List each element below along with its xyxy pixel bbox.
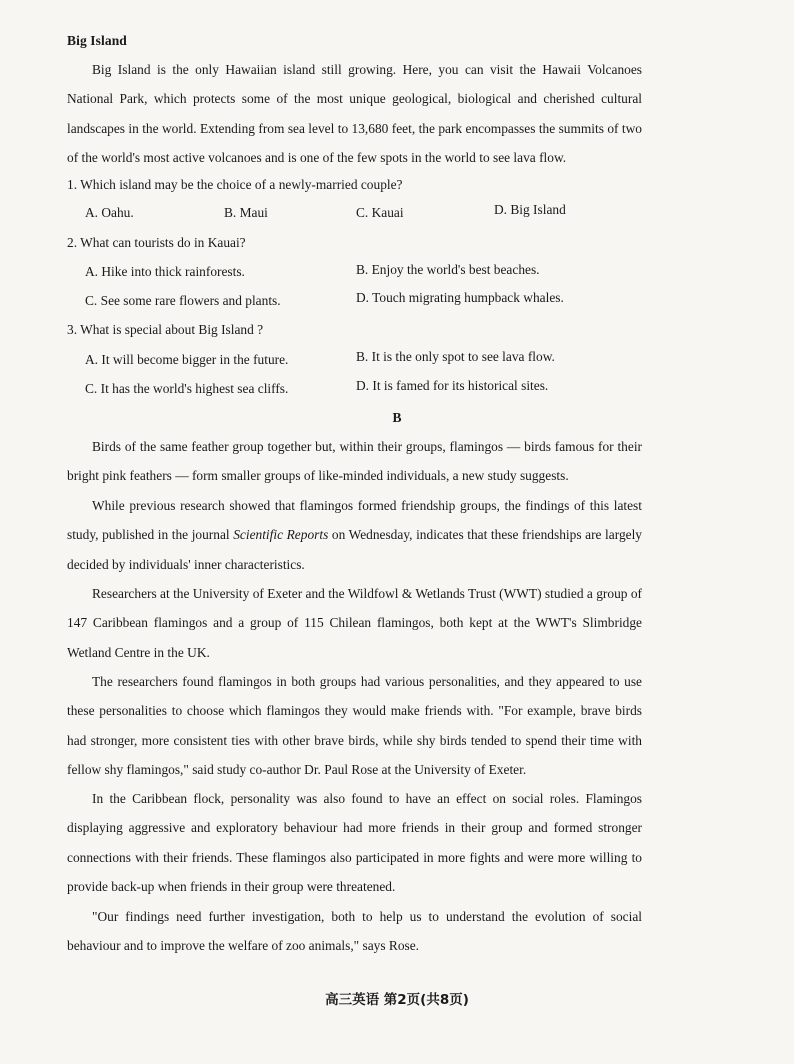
passage-b-paragraph-2-text-start: While previous research showed that flamingos formed friendship groups, the findings of this latest study, published in the journal xyxy=(67,498,642,543)
question-2-stem: 2. What can tourists do in Kauai? xyxy=(67,235,246,250)
big-island-paragraph xyxy=(67,55,642,172)
question-2-option-b: B. Enjoy the world's best beaches. xyxy=(356,262,540,277)
passage-b-paragraph-2 xyxy=(67,491,642,579)
question-1-option-d: D. Big Island xyxy=(494,202,566,217)
passage-b-paragraph-4 xyxy=(67,667,642,784)
section-heading: Big Island xyxy=(67,33,127,48)
big-island-text: Big Island is the only Hawaiian island still growing. Here, you can visit the Hawaii Volcanoes National Park, which protects some of the most unique geological, biological and cherished cultural landscapes in the world. Extending from sea level to 13,680 feet, the park encompasses the summits of two of the world's most active volcanoes and is one of the few spots in the world to see lava flow. xyxy=(67,62,642,165)
question-3-option-c: C. It has the world's highest sea cliffs. xyxy=(85,381,289,396)
passage-b-paragraph-5 xyxy=(67,784,642,901)
question-3-option-b: B. It is the only spot to see lava flow. xyxy=(356,349,555,364)
passage-b-paragraph-6 xyxy=(67,902,642,961)
question-2-option-c: C. See some rare flowers and plants. xyxy=(85,293,281,308)
passage-b-paragraph-3 xyxy=(67,579,642,667)
question-2-option-a: A. Hike into thick rainforests. xyxy=(85,264,245,279)
question-2-option-d: D. Touch migrating humpback whales. xyxy=(356,290,564,305)
journal-name: Scientific Reports xyxy=(233,527,329,543)
passage-b-paragraph-2-text-end: on Wednesday, indicates that these friendships are largely decided by individuals' inner characteristics. xyxy=(67,527,642,572)
passage-b-paragraph-1 xyxy=(67,432,642,491)
section-b-label: B xyxy=(392,410,402,425)
passage-b-paragraph-1-text: Birds of the same feather group together but, within their groups, flamingos — birds famous for their bright pink feathers — form smaller groups of like-minded individuals, a new study suggests. xyxy=(67,439,642,484)
passage-b-paragraph-4-text: The researchers found flamingos in both groups had various personalities, and they appeared to use these personalities to choose which flamingos they would make friends with. "For example, brave birds had stronger, more consistent ties with other brave birds, while shy birds tended to spend their time with fellow shy flamingos," said study co-author Dr. Paul Rose at the University of Exeter. xyxy=(67,674,642,777)
passage-b-paragraph-5-text: In the Caribbean flock, personality was also found to have an effect on social roles. Flamingos displaying aggressive and exploratory behaviour had more friends in their group and formed stronger connections with their friends. These flamingos also participated in more fights and were more willing to provide back-up when friends in their group were threatened. xyxy=(67,791,642,894)
question-3-option-a: A. It will become bigger in the future. xyxy=(85,352,289,367)
question-1-stem: 1. Which island may be the choice of a newly-married couple? xyxy=(67,177,403,192)
question-1-option-c: C. Kauai xyxy=(356,205,404,220)
question-3-stem: 3. What is special about Big Island ? xyxy=(67,322,264,337)
passage-b-paragraph-3-text: Researchers at the University of Exeter and the Wildfowl & Wetlands Trust (WWT) studied a group of 147 Caribbean flamingos and a group of 115 Chilean flamingos, both kept at the WWT's Slimbridge Wetland Centre in the UK. xyxy=(67,586,642,660)
passage-b-paragraph-6-text: "Our findings need further investigation, both to help us to understand the evolution of social behaviour and to improve the welfare of zoo animals," says Rose. xyxy=(67,909,642,954)
question-1-option-a: A. Oahu. xyxy=(85,205,134,220)
question-3-option-d: D. It is famed for its historical sites. xyxy=(356,378,549,393)
page-footer: 高三英语 第2页(共8页) xyxy=(325,992,469,1008)
question-1-option-b: B. Maui xyxy=(224,205,268,220)
